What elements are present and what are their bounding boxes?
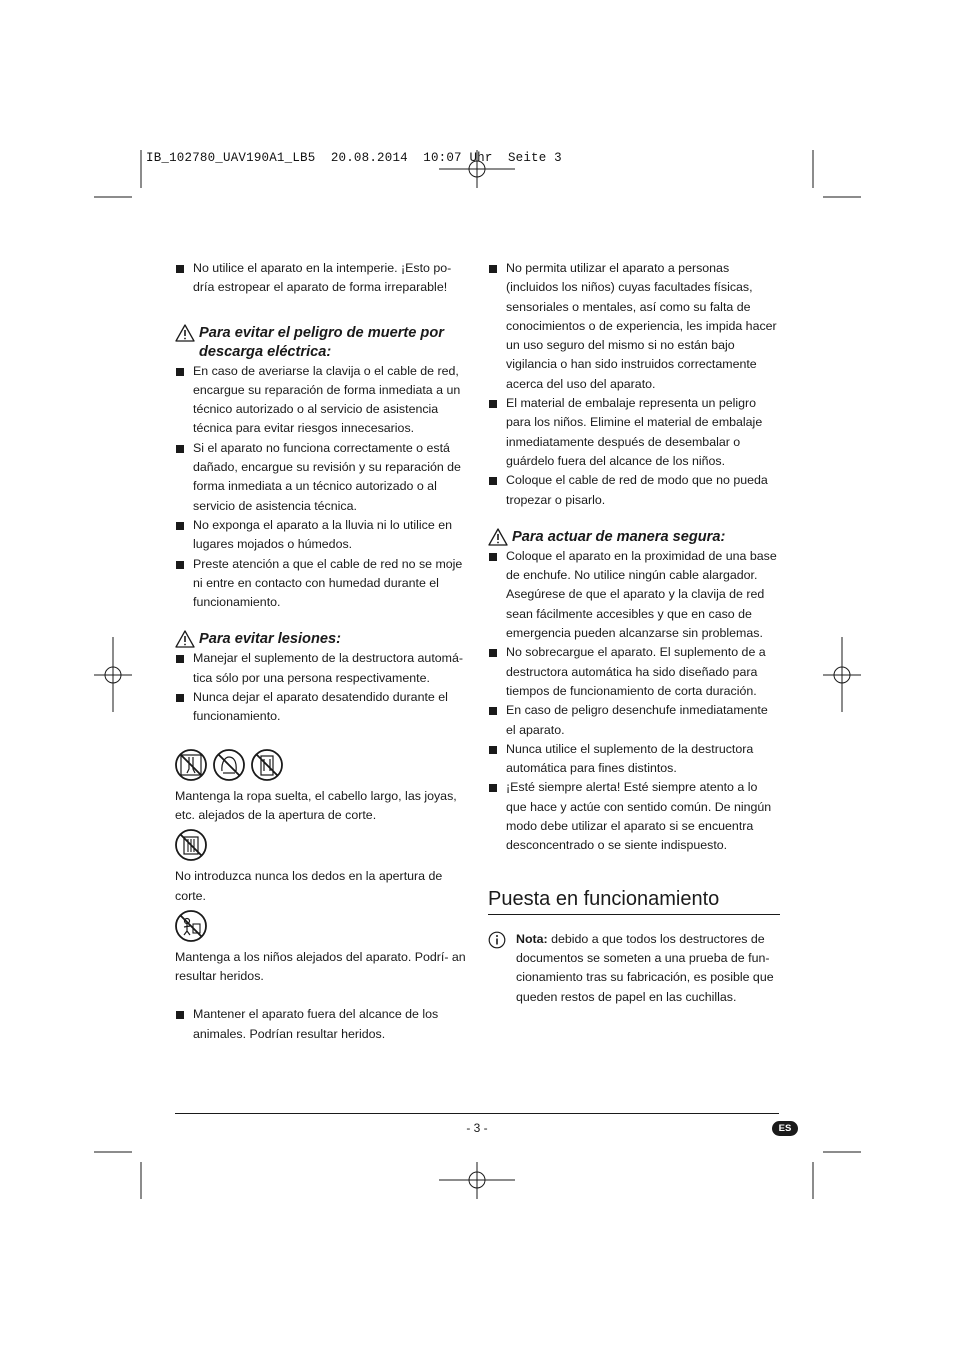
- no-fingers-icon: [175, 829, 207, 861]
- list-item: Coloque el cable de red de modo que no pueda tropezar o pisarlo.: [488, 471, 780, 510]
- note-text: debido a que todos los destructores de documentos se someten a una prueba de fun- cionamiento tras su fabricación, es posible que queden restos de papel en las cuchillas.: [516, 931, 774, 1004]
- injury-heading: Para evitar lesiones:: [175, 630, 467, 649]
- no-loose-clothing-icon: [175, 749, 207, 781]
- list-item: Si el aparato no funciona correctamente o está dañado, encargue su revisión y su reparación de forma inmediata a un técnico autorizado o al servicio de asistencia técnica.: [175, 439, 467, 516]
- footer-divider: [175, 1113, 779, 1114]
- list-item: No utilice el aparato en la intemperie. ¡Esto po- dría estropear el aparato de forma irreparable!: [175, 259, 467, 298]
- note-block: [488, 930, 780, 1007]
- left-column: [175, 259, 467, 1044]
- pictogram-row: [175, 910, 467, 942]
- pictogram-row: [175, 749, 467, 781]
- no-children-icon: [175, 910, 207, 942]
- language-badge: ES: [772, 1121, 798, 1136]
- injury-list: [175, 649, 467, 726]
- safe-operation-list: [488, 547, 780, 856]
- note-label: Nota:: [516, 931, 548, 946]
- info-icon: [488, 931, 506, 949]
- pictogram-caption-clothing: Mantenga la ropa suelta, el cabello largo, las joyas, etc. alejados de la apertura de corte.: [175, 788, 457, 822]
- print-slug: IB_102780_UAV190A1_LB5 20.08.2014 10:07 Uhr Seite 3: [146, 151, 562, 165]
- list-item: En caso de averiarse la clavija o el cable de red, encargue su reparación de forma inmediata a un técnico autorizado o al servicio de asistencia técnica para evitar riesgos innecesarios.: [175, 362, 467, 439]
- pictogram-caption-fingers: No introduzca nunca los dedos en la apertura de corte.: [175, 869, 443, 903]
- warning-triangle-icon: [175, 324, 199, 343]
- warning-triangle-icon: [175, 630, 199, 649]
- list-item: ¡Esté siempre alerta! Esté siempre atento a lo que hace y actúe con sentido común. De ningún modo debe utilizar el aparato si se encuentra desconcentrado o se siente indispuesto.: [488, 778, 780, 855]
- no-jewelry-icon: [251, 749, 283, 781]
- right-column: [488, 259, 780, 1007]
- warning-triangle-icon: [488, 528, 512, 547]
- list-item: Nunca dejar el aparato desatendido durante el funcionamiento.: [175, 688, 467, 727]
- intro-list: [175, 259, 467, 298]
- list-item: Coloque el aparato en la proximidad de una base de enchufe. No utilice ningún cable alargador. Asegúrese de que el aparato y la clavija de red sean fácilmente accesibles y que en caso de emergencia pueden alcanzarse sin problemas.: [488, 547, 780, 643]
- list-item: Mantener el aparato fuera del alcance de los animales. Podrían resultar heridos.: [175, 1005, 467, 1044]
- electric-shock-list: [175, 362, 467, 613]
- list-item: Preste atención a que el cable de red no se moje ni entre en contacto con humedad durante el funcionamiento.: [175, 555, 467, 613]
- pictogram-row: [175, 829, 467, 861]
- list-item: No permita utilizar el aparato a personas (incluidos los niños) cuyas facultades físicas, sensoriales o mentales, así como su falta de conocimientos o de experiencia, les impida hacer un uso seguro del mismo si no están bajo vigilancia o han sido instruidos correctamente acerca del uso del aparato.: [488, 259, 780, 394]
- children-safety-list: [488, 259, 780, 510]
- list-item: En caso de peligro desenchufe inmediatamente el aparato.: [488, 701, 780, 740]
- animals-list: [175, 1005, 467, 1044]
- list-item: El material de embalaje representa un peligro para los niños. Elimine el material de embalaje inmediatamente después de desembalar o guárdelo fuera del alcance de los niños.: [488, 394, 780, 471]
- list-item: Nunca utilice el suplemento de la destructora automática para fines distintos.: [488, 740, 780, 779]
- electric-shock-heading: Para evitar el peligro de muerte por descarga eléctrica:: [175, 324, 467, 362]
- section-title: Puesta en funcionamiento: [488, 886, 780, 915]
- pictogram-caption-children: Mantenga a los niños alejados del aparato. Podrí- an resultar heridos.: [175, 949, 466, 984]
- list-item: Manejar el suplemento de la destructora automá- tica sólo por una persona respectivamente.: [175, 649, 467, 688]
- safe-operation-heading: Para actuar de manera segura:: [488, 528, 780, 547]
- page-number: - 3 -: [466, 1121, 488, 1135]
- list-item: No sobrecargue el aparato. El suplemento de a destructora automática ha sido diseñado para tiempos de funcionamiento de corta duración.: [488, 643, 780, 701]
- list-item: No exponga el aparato a la lluvia ni lo utilice en lugares mojados o húmedos.: [175, 516, 467, 555]
- no-long-hair-icon: [213, 749, 245, 781]
